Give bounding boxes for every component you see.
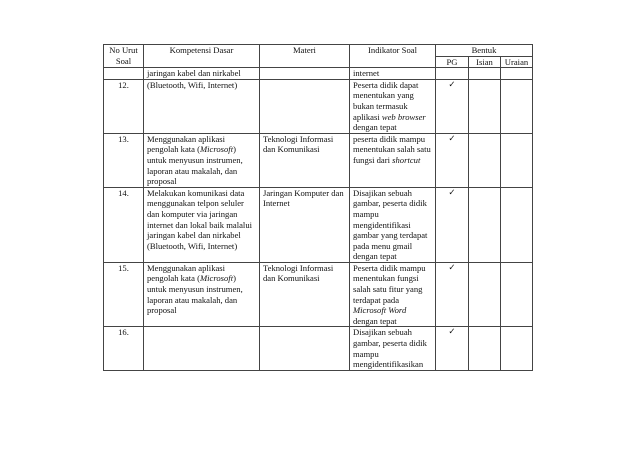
kompetensi-line: menggunakan telpon seluler (147, 198, 244, 209)
cell-kompetensi-dasar (144, 79, 260, 133)
cell-no-urut: 14. (104, 187, 144, 262)
cell-kompetensi-dasar (144, 68, 260, 80)
cell-materi (260, 327, 350, 370)
header-kompetensi-dasar: Kompetensi Dasar (144, 45, 260, 68)
indikator-line: peserta didik mampu (353, 133, 426, 144)
indikator-line: gambar, peserta didik (353, 338, 427, 349)
cell-indikator-soal (350, 68, 436, 80)
cell-kompetensi-dasar (144, 327, 260, 370)
indikator-line: gambar, peserta didik (353, 198, 427, 209)
materi-line: Teknologi Informasi (263, 262, 334, 273)
cell-pg (436, 68, 469, 80)
kompetensi-line: (Bluetooth, Wifi, Internet) (147, 79, 238, 90)
indikator-line: Peserta didik dapat (353, 79, 419, 90)
indikator-line: mampu (353, 348, 379, 359)
kompetensi-line: pengolah kata (Microsoft) (147, 273, 236, 284)
table-row (104, 262, 533, 327)
cell-pg (436, 327, 469, 370)
indikator-line: menentukan salah satu (353, 144, 431, 155)
table-row (104, 133, 533, 187)
indikator-line: menentukan fungsi (353, 273, 419, 284)
cell-uraian (501, 133, 533, 187)
indikator-line: mampu (353, 208, 379, 219)
indikator-line: Disajikan sebuah (353, 187, 412, 198)
cell-kompetensi-dasar (144, 262, 260, 327)
cell-materi (260, 79, 350, 133)
indikator-line: pada menu gmail (353, 240, 413, 251)
cell-isian (469, 262, 501, 327)
header-materi: Materi (260, 45, 350, 68)
kisi-kisi-table (103, 44, 533, 371)
table-row (104, 187, 533, 262)
materi-line: Teknologi Informasi (263, 133, 334, 144)
header-isian: Isian (469, 56, 501, 68)
header-row-top (104, 45, 533, 57)
cell-kompetensi-dasar (144, 187, 260, 262)
kompetensi-line: internet dan lokal baik malalui (147, 219, 253, 230)
indikator-line: fungsi dari shortcut (353, 154, 421, 165)
indikator-line: terdapat pada (353, 294, 400, 305)
cell-no-urut: 16. (104, 327, 144, 370)
materi-line: Internet (263, 198, 290, 209)
cell-indikator-soal (350, 327, 436, 370)
kompetensi-line: pengolah kata (Microsoft) (147, 144, 236, 155)
table-row (104, 79, 533, 133)
indikator-line: aplikasi web browser (353, 111, 426, 122)
materi-line: dan Komunikasi (263, 273, 320, 284)
cell-isian (469, 133, 501, 187)
indikator-line: salah satu fitur yang (353, 284, 423, 295)
indikator-line: mengidentifikasi (353, 219, 411, 230)
cell-no-urut (104, 68, 144, 80)
kompetensi-line: untuk menyusun instrumen, (147, 154, 243, 165)
materi-line: dan Komunikasi (263, 144, 320, 155)
cell-materi (260, 187, 350, 262)
cell-uraian (501, 79, 533, 133)
cell-isian (469, 68, 501, 80)
cell-materi (260, 133, 350, 187)
header-no-urut-line-2: Soal (115, 55, 132, 66)
header-no-urut-line-1: No Urut (109, 45, 138, 55)
indikator-line: dengan tepat (353, 315, 397, 326)
cell-pg (436, 133, 469, 187)
kompetensi-line: proposal (147, 176, 177, 187)
indikator-line: dengan tepat (353, 251, 397, 262)
cell-no-urut: 13. (104, 133, 144, 187)
check-mark-icon: ✓ (448, 262, 456, 273)
header-indikator-soal: Indikator Soal (350, 45, 436, 68)
cell-materi (260, 68, 350, 80)
header-bentuk: Bentuk (436, 45, 533, 57)
cell-pg (436, 187, 469, 262)
cell-indikator-soal (350, 262, 436, 327)
table-row (104, 68, 533, 80)
kompetensi-line: laporan atau makalah, dan (147, 294, 238, 305)
table-row (104, 327, 533, 370)
indikator-line: gambar yang terdapat (353, 230, 428, 241)
cell-isian (469, 327, 501, 370)
kompetensi-line: jaringan kabel dan nirkabel (147, 230, 241, 241)
indikator-line: bukan termasuk (353, 100, 408, 111)
cell-isian (469, 187, 501, 262)
cell-indikator-soal (350, 133, 436, 187)
indikator-line: Disajikan sebuah (353, 327, 412, 338)
cell-uraian (501, 327, 533, 370)
cell-no-urut: 15. (104, 262, 144, 327)
header-uraian: Uraian (501, 56, 533, 68)
indikator-line: dengan tepat (353, 122, 397, 133)
cell-uraian (501, 262, 533, 327)
check-mark-icon: ✓ (448, 327, 456, 338)
indikator-line: menentukan yang (353, 90, 414, 101)
kompetensi-line: proposal (147, 305, 177, 316)
cell-uraian (501, 68, 533, 80)
header-no-urut (104, 45, 144, 68)
header-pg: PG (436, 56, 469, 68)
indikator-line: Microsoft Word (353, 305, 407, 316)
cell-pg (436, 262, 469, 327)
indikator-line: mengidentifikasikan (353, 359, 424, 370)
check-mark-icon: ✓ (448, 187, 456, 198)
kompetensi-line: Menggunakan aplikasi (147, 133, 226, 144)
indikator-line: internet (353, 68, 380, 79)
kompetensi-line: dan komputer via jaringan (147, 208, 238, 219)
cell-indikator-soal (350, 79, 436, 133)
check-mark-icon: ✓ (448, 133, 456, 144)
kompetensi-line: untuk menyusun instrumen, (147, 284, 243, 295)
cell-kompetensi-dasar (144, 133, 260, 187)
materi-line: Jaringan Komputer dan (263, 187, 344, 198)
cell-indikator-soal (350, 187, 436, 262)
kompetensi-line: Menggunakan aplikasi (147, 262, 226, 273)
kompetensi-line: jaringan kabel dan nirkabel (147, 68, 241, 79)
kompetensi-line: Melakukan komunikasi data (147, 187, 245, 198)
kompetensi-line: (Bluetooth, Wifi, Internet) (147, 240, 238, 251)
cell-no-urut: 12. (104, 79, 144, 133)
cell-materi (260, 262, 350, 327)
cell-pg (436, 79, 469, 133)
cell-uraian (501, 187, 533, 262)
cell-isian (469, 79, 501, 133)
kompetensi-line: laporan atau makalah, dan (147, 165, 238, 176)
check-mark-icon: ✓ (448, 79, 456, 90)
indikator-line: Peserta didik mampu (353, 262, 426, 273)
